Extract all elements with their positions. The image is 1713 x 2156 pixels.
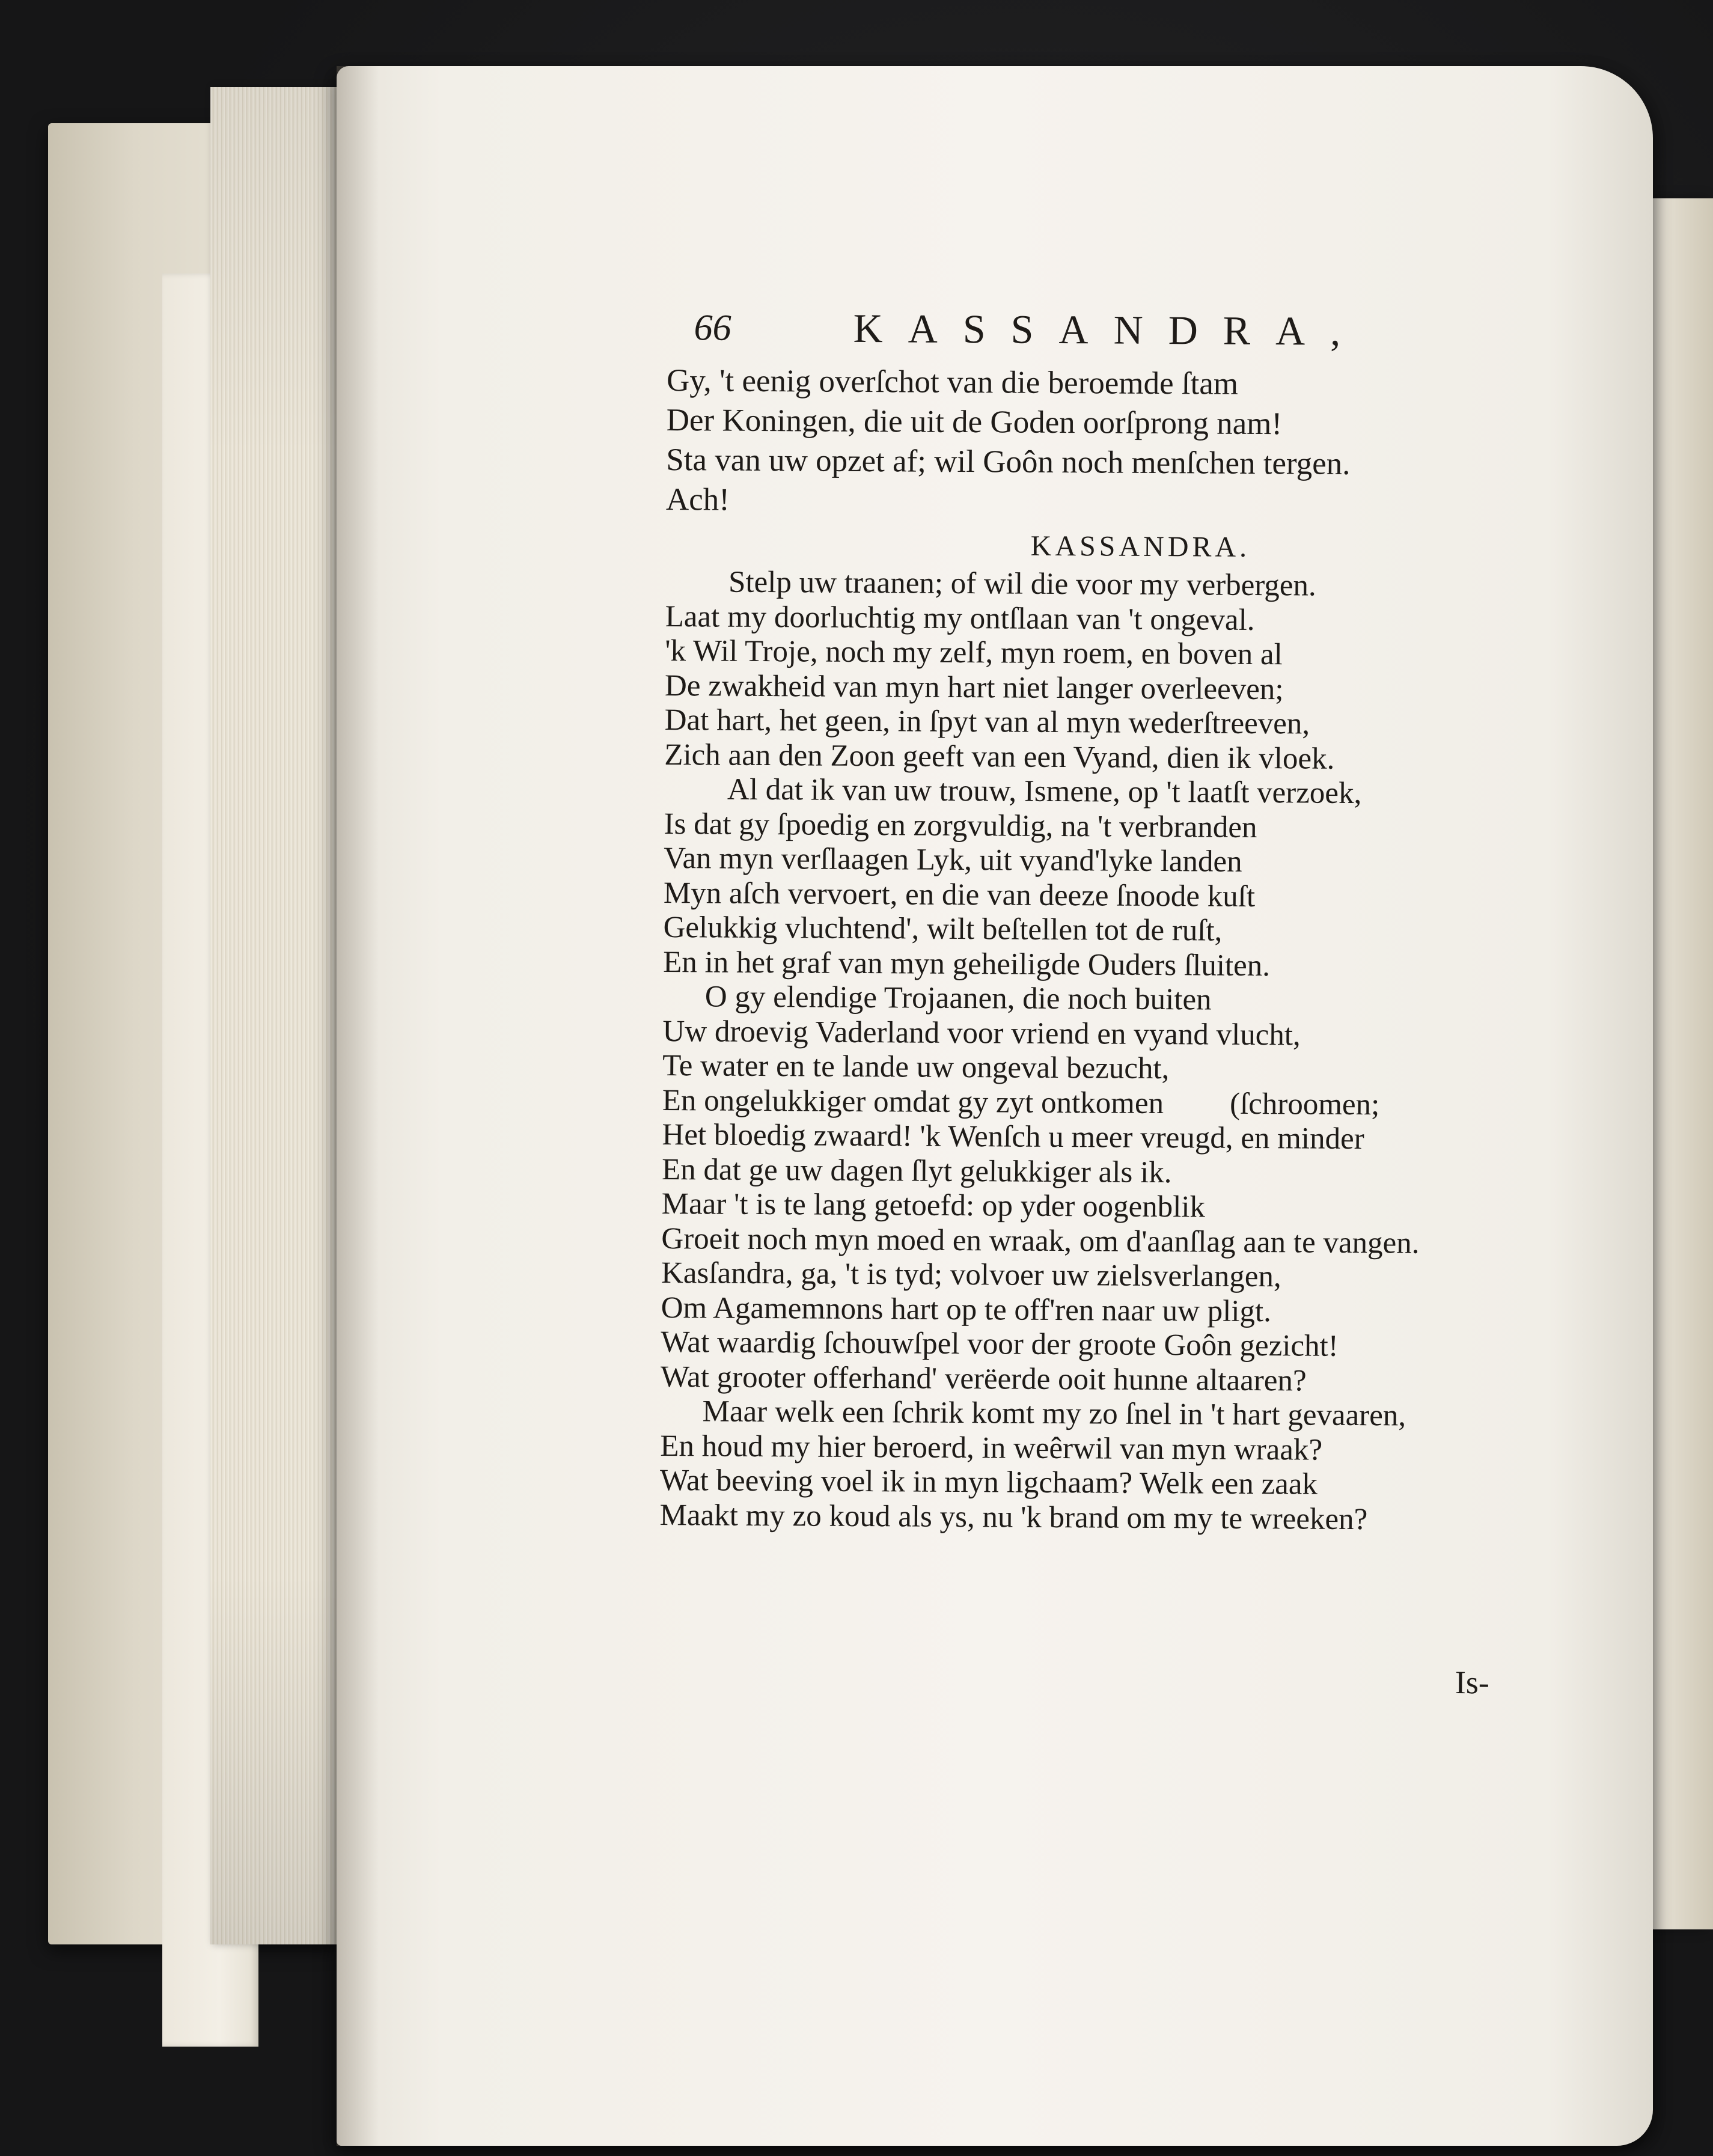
verse-line: Laat my doorluchtig my ontſlaan van 't ongeval. bbox=[665, 599, 1255, 637]
verse-line: Kasſandra, ga, 't is tyd; volvoer uw zielsverlangen, bbox=[661, 1256, 1281, 1294]
verse-line: Wat beeving voel ik in myn ligchaam? Welk een zaak bbox=[659, 1463, 1318, 1501]
turnover-word: (ſchroomen; bbox=[1229, 1087, 1380, 1122]
verse-line: Gelukkig vluchtend', wilt beſtellen tot de ruſt, bbox=[663, 910, 1223, 948]
page-gutter-shadow bbox=[337, 66, 379, 2146]
opening-verse bbox=[666, 361, 1539, 525]
page-stack-edges bbox=[210, 87, 349, 1944]
verse-line: Gy, 't eenig overſchot van die beroemde ſtam bbox=[666, 362, 1239, 402]
verse-line: Myn aſch vervoert, en die van deeze ſnoode kuſt bbox=[663, 876, 1256, 914]
verse-line: O gy elendige Trojaanen, die noch buiten bbox=[704, 980, 1212, 1017]
verse-line-text: En ongelukkiger omdat gy zyt ontkomen bbox=[662, 1083, 1164, 1120]
speaker-heading: KASSANDRA. bbox=[1030, 530, 1251, 563]
speech-verse bbox=[659, 565, 1537, 1538]
verse-line: En houd my hier beroerd, in weêrwil van myn wraak? bbox=[660, 1429, 1323, 1467]
verse-line: Groeit noch myn moed en wraak, om d'aanſlag aan te vangen. bbox=[661, 1221, 1420, 1260]
verse-line: Al dat ik van uw trouw, Ismene, op 't laatſt verzoek, bbox=[727, 772, 1362, 811]
verse-line: Maar welk een ſchrik komt my zo ſnel in 't hart gevaaren, bbox=[702, 1394, 1406, 1433]
verse-line: Maakt my zo koud als ys, nu 'k brand om my te wreeken? bbox=[659, 1498, 1368, 1536]
verse-line: Sta van uw opzet af; wil Goôn noch menſchen tergen. bbox=[666, 442, 1351, 481]
running-head bbox=[667, 295, 1539, 366]
verse-line: Zich aan den Zoon geeft van een Vyand, dien ik vloek. bbox=[664, 737, 1335, 776]
verse-line: Wat grooter offerhand' verëerde ooit hunne altaaren? bbox=[660, 1360, 1307, 1398]
verse-line: Wat waardig ſchouwſpel voor der groote Goôn gezicht! bbox=[661, 1325, 1339, 1363]
running-title: KASSANDRA, bbox=[853, 305, 1366, 355]
verse-line: Dat hart, het geen, in ſpyt van al myn wederſtreeven, bbox=[664, 703, 1310, 741]
verse-line: Stelp uw traanen; of wil die voor my verbergen. bbox=[728, 565, 1316, 603]
verse-line: Maar 't is te lang getoefd: op yder oogenblik bbox=[661, 1186, 1206, 1224]
verse-line: En dat ge uw dagen ſlyt gelukkiger als ik. bbox=[661, 1152, 1172, 1189]
verse-line-with-turnover bbox=[662, 1083, 1534, 1123]
verse-line: Ach! bbox=[665, 481, 730, 518]
verse-line: Om Agamemnons hart op te off'ren naar uw pligt. bbox=[661, 1290, 1272, 1328]
verse-line: Is dat gy ſpoedig en zorgvuldig, na 't verbranden bbox=[664, 807, 1257, 844]
verse-line: 'k Wil Troje, noch my zelf, myn roem, en boven al bbox=[665, 634, 1283, 672]
verse-line: Der Koningen, die uit de Goden oorſprong nam! bbox=[666, 402, 1283, 442]
catchword: Is- bbox=[1455, 1664, 1490, 1701]
verse-line: Te water en te lande uw ongeval bezucht, bbox=[662, 1048, 1170, 1086]
verse-line: Van myn verſlaagen Lyk, uit vyand'lyke landen bbox=[664, 841, 1242, 879]
page-text-block bbox=[659, 295, 1539, 1701]
verse-line: Het bloedig zwaard! 'k Wenſch u meer vreugd, en minder bbox=[662, 1117, 1364, 1156]
page-number: 66 bbox=[694, 307, 731, 349]
verse-line: Uw droevig Vaderland voor vriend en vyand vlucht, bbox=[662, 1014, 1301, 1052]
verse-line: En in het graf van myn geheiligde Ouders ſluiten. bbox=[663, 945, 1271, 983]
verse-line: De zwakheid van myn hart niet langer overleeven; bbox=[664, 668, 1284, 706]
